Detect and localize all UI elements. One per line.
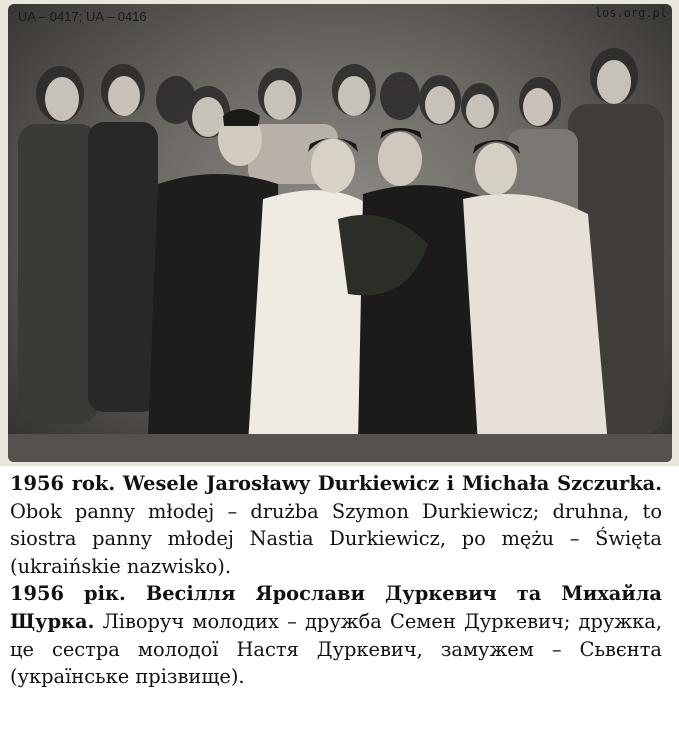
caption-ukrainian-body: Ліворуч молодих – дружба Семен Дуркевич; дружка, це сестра молодої Настя Дуркевич, замужем – Сьвєнта (українське прізвище). [10, 609, 662, 689]
site-watermark: los.org.pl [594, 6, 667, 20]
archive-id-label: UA – 0417; UA – 0416 [18, 9, 147, 24]
caption-polish-body: Obok panny młodej – drużba Szymon Durkiewicz; druhna, to siostra panny młodej Nastia Durkiewicz, po mężu – Święta (ukraińskie nazwisko). [10, 499, 662, 578]
bridesmaid-dress [463, 194, 608, 444]
groom-face [378, 132, 422, 186]
caption-polish [10, 470, 662, 580]
bridesmaid-face [475, 143, 517, 195]
photo-floor [8, 434, 672, 462]
caption-ukrainian [10, 580, 662, 690]
wedding-photo-figures [8, 4, 672, 462]
bride-face [311, 139, 355, 193]
second-guest-suit [88, 122, 158, 412]
caption-polish-heading: 1956 rok. Wesele Jarosławy Durkiewicz i Michała Szczurka. [10, 472, 662, 495]
wedding-photo [8, 4, 672, 462]
photo-caption [10, 470, 662, 691]
left-guest-dress [18, 124, 98, 424]
caption-ukrainian-heading: 1956 рік. Весілля Ярослави Дуркевич та Михайла Щурка. [10, 582, 662, 633]
